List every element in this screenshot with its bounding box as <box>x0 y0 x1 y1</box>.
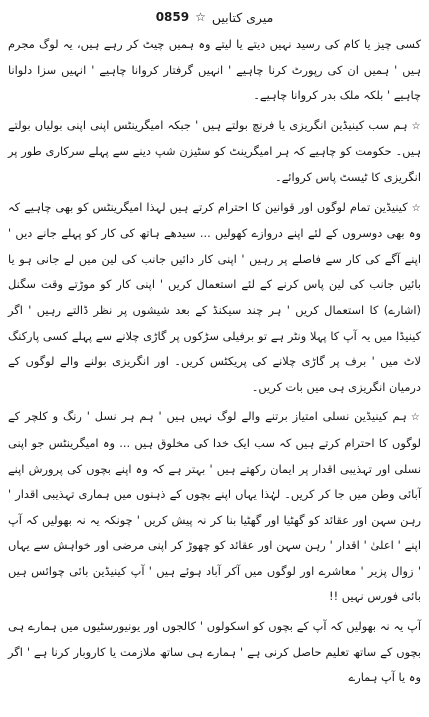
paragraph-text: ہم سب کینیڈین انگریزی یا فرنچ بولتے ہیں ' جبکہ امیگرینٹس اپنی اپنی بولیاں بولتے ہیں۔ حکومت کو چاہیے کہ ہر امیگرینٹ کو سٹیزن شپ دینے سے پہلے سرکاری طور پر انگریزی کا ٹیسٹ پاس کروائے۔ <box>8 117 421 184</box>
page-title <box>8 6 421 28</box>
paragraph-text: ہم کینیڈین نسلی امتیاز برتنے والے لوگ نہیں ہیں ' ہم ہر نسل ' رنگ و کلچر کے لوگوں کا احترام کرتے ہیں کہ سب ایک خدا کی مخلوق ہیں ... وہ امیگرینٹس جو اپنی نسلی اور تہذیبی اقدار پر ایمان رکھتے ہیں ' بہتر ہے کہ وہ اپنے بچوں کی پرورش اپنے آبائی وطن میں جا کر کریں۔ لہٰذا یہاں اپنے بچوں کے ذہنوں میں ہماری تہذیبی اقدار ' رہن سہن اور عقائد کو گھٹیا اور گھٹیا بنا کر نہ پیش کریں ' چونکہ یہ نہ بھولیں کہ آپ اپنے ' اعلیٰ ' اقدار ' رہن سہن اور عقائد کو چھوڑ کر اپنی مرضی اور خواہش سے یہاں ' زوال پزیر ' معاشرے اور لوگوں میں آکر آباد ہوئے ہیں ' آپ کینیڈین بائی چوائس ہیں بائی فورس نہیں !! <box>8 409 421 604</box>
paragraph-3 <box>8 195 421 401</box>
paragraph-text: آپ یہ نہ بھولیں کہ آپ کے بچوں کو اسکولوں ' کالجوں اور یونیورسٹیوں میں ہمارے ہی بچوں کے ساتھ تعلیم حاصل کرنی ہے ' ہمارے ہی ساتھ ملازمت یا کاروبار کرنا ہے ' اگر وہ یا آپ ہمارے <box>8 619 421 685</box>
paragraph-text: کینیڈین تمام لوگوں اور قوانین کا احترام کرتے ہیں لہذا امیگرینٹس کو بھی چاہیے کہ وہ بھی دوسروں کے لئے اپنے دروازے کھولیں ... سیدھے ہاتھ کی کار کو پہلے جانے دیں ' اپنے آگے کی کار سے فاصلے پر رہیں ' اپنی کار دائیں جانب کی لین میں لے جانی ہو یا بائیں جانب کی لین پاس کرنے کے لئے استعمال کریں ' اپنی کار کو موڑتے وقت سگنل (اشارے) کا استعمال کریں ' ہر چند سیکنڈ کے بعد شیشوں پر نظر ڈالتے رہیں ' اگر کینیڈا میں یہ آپ کا پہلا ونٹر ہے تو برفیلی سڑکوں پر گاڑی چلانے سے پہلے کسی پارکنگ لاٹ میں ' برف پر گاڑی چلانے کی پریکٹس کریں۔ اور انگریزی بولنے والے لوگوں کے درمیان انگریزی ہی میں بات کریں۔ <box>8 199 421 394</box>
star-icon: ☆ <box>411 120 422 132</box>
star-icon: ☆ <box>410 412 421 424</box>
star-icon: ☆ <box>195 10 206 24</box>
paragraph-2 <box>8 113 421 191</box>
paragraph-1 <box>8 32 421 109</box>
title-label: میری کتابیں <box>211 9 274 25</box>
document-page <box>8 6 421 714</box>
paragraph-text: کسی چیز یا کام کی رسید نہیں دیتے یا لیتے وہ ہمیں چیٹ کر رہے ہیں، یہ لوگ مجرم ہیں ' ہمیں ان کی رپورٹ کرنا چاہیے ' انہیں گرفتار کروانا چاہیے ' انہیں سزا دلوانا چاہیے ' بلکہ ملک بدر کروانا چاہیے۔ <box>8 37 421 103</box>
paragraph-4 <box>8 404 421 610</box>
paragraph-5 <box>8 614 421 691</box>
title-number: 0859 <box>155 10 190 24</box>
star-icon: ☆ <box>411 202 421 214</box>
